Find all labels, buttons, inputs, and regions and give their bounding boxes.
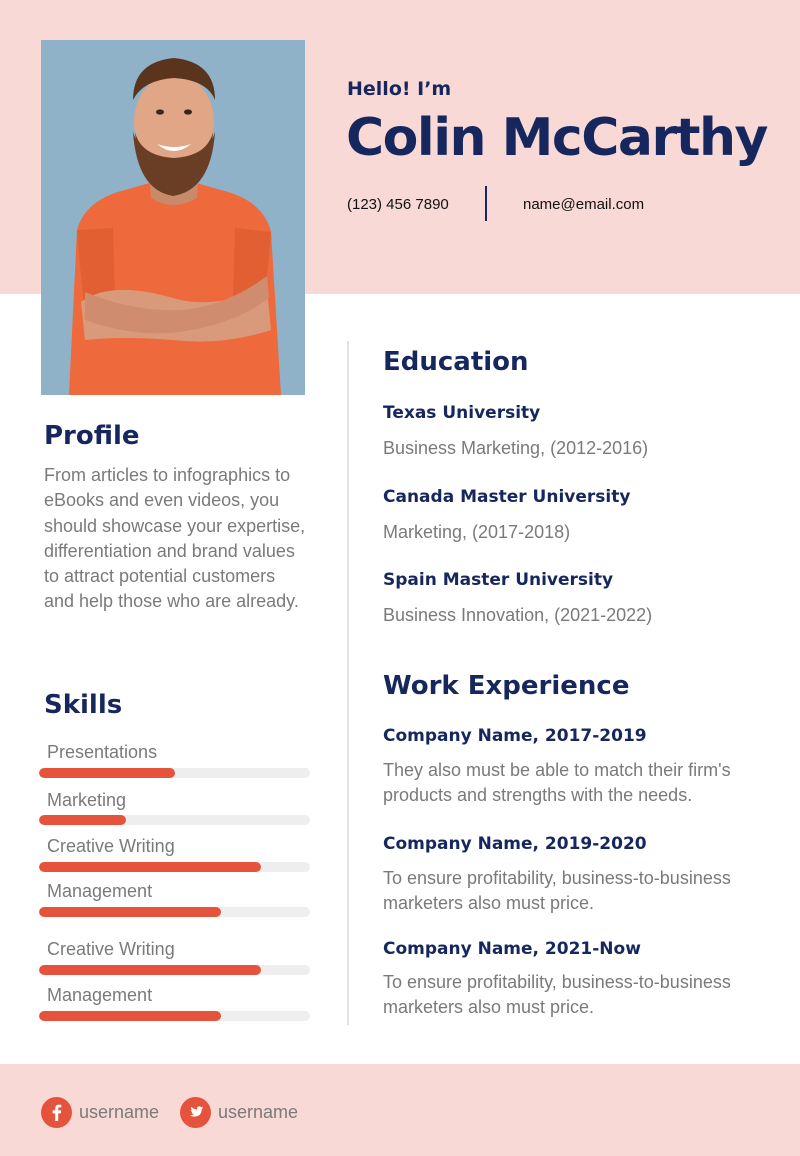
skill-bar-fill [39, 862, 261, 872]
twitter-link[interactable] [180, 1097, 298, 1128]
skill-label: Management [47, 881, 153, 901]
education-school: Texas University [383, 403, 541, 423]
skill-label: Management [47, 985, 153, 1005]
contact-divider [485, 186, 487, 221]
education-detail: Marketing, (2017-2018) [383, 522, 571, 542]
skill-bar-fill [39, 1011, 221, 1021]
experience-company: Company Name, 2021-Now [383, 939, 641, 959]
skill-label: Marketing [47, 790, 127, 810]
email-address: name@email.com [523, 196, 645, 213]
profile-heading: Profile [44, 421, 140, 451]
skill-bar-track [39, 907, 310, 917]
facebook-username: username [79, 1102, 160, 1122]
skill-bar-fill [39, 768, 175, 778]
skill-bar-fill [39, 907, 221, 917]
facebook-link[interactable] [41, 1097, 159, 1128]
experience-company: Company Name, 2017-2019 [383, 726, 647, 746]
experience-description: To ensure profitability, business-to-business marketers also must price. [383, 972, 731, 1017]
skill-label: Creative Writing [47, 939, 175, 959]
experience-description: They also must be able to match their firm's products and strengths with the needs. [383, 760, 731, 805]
phone-number: (123) 456 7890 [347, 196, 449, 213]
skill-bar-track [39, 768, 310, 778]
experience-heading: Work Experience [383, 671, 630, 701]
education-heading: Education [383, 347, 529, 377]
education-detail: Business Marketing, (2012-2016) [383, 438, 649, 458]
skill-bar-track [39, 1011, 310, 1021]
skill-bar-fill [39, 815, 126, 825]
education-detail: Business Innovation, (2021-2022) [383, 605, 653, 625]
twitter-icon [180, 1097, 211, 1128]
skill-bar-track [39, 862, 310, 872]
skills-heading: Skills [44, 690, 123, 720]
skill-bar-track [39, 965, 310, 975]
profile-text: From articles to infographics to eBooks and even videos, you should showcase your expertise, differentiation and brand values to attract potential customers and help those who are already. [44, 465, 306, 612]
skill-label: Creative Writing [47, 836, 175, 856]
column-divider [347, 341, 349, 1025]
education-school: Canada Master University [383, 487, 631, 507]
twitter-username: username [218, 1102, 299, 1122]
experience-description: To ensure profitability, business-to-business marketers also must price. [383, 868, 731, 913]
greeting: Hello! I’m [347, 78, 452, 100]
skill-bar-fill [39, 965, 261, 975]
facebook-icon [41, 1097, 72, 1128]
profile-photo [41, 40, 305, 395]
experience-company: Company Name, 2019-2020 [383, 834, 647, 854]
skill-bar-track [39, 815, 310, 825]
candidate-name: Colin McCarthy [346, 108, 767, 168]
education-school: Spain Master University [383, 570, 614, 590]
skill-label: Presentations [47, 742, 158, 762]
